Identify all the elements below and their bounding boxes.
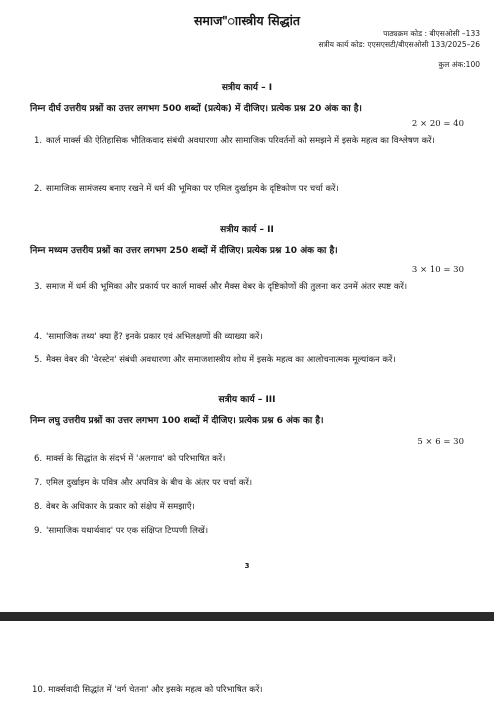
question-number: 3. bbox=[34, 282, 43, 292]
section-marks: 5 × 6 = 30 bbox=[417, 437, 464, 447]
assignment-code: सत्रीय कार्य कोड: एएसएसटी/बीएसओसी 133/2025–26 bbox=[318, 40, 480, 49]
course-code: पाठ्यक्रम कोड : बीएसओसी –133 bbox=[383, 29, 480, 38]
question-number: 1. bbox=[34, 136, 43, 146]
section-heading: सत्रीय कार्य – I bbox=[221, 83, 273, 93]
question-text: सामाजिक सामंजस्य बनाए रखने में धर्म की भूमिका पर एमिल दुर्खाइम के दृष्टिकोण पर चर्चा करें। bbox=[46, 184, 339, 194]
question-number: 6. bbox=[34, 454, 43, 464]
question-number: 9. bbox=[34, 526, 43, 536]
total-marks: कुल अंक:100 bbox=[438, 60, 480, 69]
question-item bbox=[32, 684, 482, 695]
question-text: मैक्स वेबर की 'वेरस्टेन' संबंधी अवधारणा और समाजशास्त्रीय शोध में इसके महत्व का आलोचनात्मक मूल्यांकन करें। bbox=[46, 355, 396, 365]
question-number: 4. bbox=[34, 332, 43, 342]
question-text: वेबर के अधिकार के प्रकार को संक्षेप में समझाएँ। bbox=[46, 502, 195, 512]
question-text: मार्क्सवादी सिद्धांत में 'वर्ग चेतना' और इसके महत्व को परिभाषित करें। bbox=[48, 685, 263, 695]
page-break-divider bbox=[0, 612, 494, 621]
question-item bbox=[34, 276, 474, 298]
question-item bbox=[34, 448, 474, 470]
question-text: कार्ल मार्क्स की ऐतिहासिक भौतिकवाद संबंधी अवधारणा और सामाजिक परिवर्तनों को समझने में इसके महत्व का विश्लेषण करें। bbox=[46, 136, 435, 146]
question-text: समाज में धर्म की भूमिका और प्रकार्य पर कार्ल मार्क्स और मैक्स वेबर के दृष्टिकोणों की तुलना कर उनमें अंतर स्पष्ट करें। bbox=[46, 282, 408, 292]
section-instruction: निम्न लघु उत्तरीय प्रश्नों का उत्तर लगभग 100 शब्दों में दीजिए। प्रत्येक प्रश्न 6 अंक का है। bbox=[30, 416, 324, 426]
question-text: 'सामाजिक तथ्य' क्या हैं? इनके प्रकार एवं अभिलक्षणों की व्याख्या करें। bbox=[46, 332, 263, 342]
question-number: 7. bbox=[34, 478, 43, 488]
question-item bbox=[34, 472, 474, 494]
document-title: समाज"ाास्त्रीय सिद्धांत bbox=[193, 13, 301, 28]
question-number: 5. bbox=[34, 355, 43, 365]
question-item bbox=[34, 326, 474, 348]
question-text: मार्क्स के सिद्धांत के संदर्भ में 'अलगाव' को परिभाषित करें। bbox=[46, 454, 226, 464]
section-marks: 3 × 10 = 30 bbox=[411, 265, 464, 275]
question-text: 'सामाजिक यथार्थवाद' पर एक संक्षिप्त टिप्पणी लिखें। bbox=[46, 526, 209, 536]
question-item bbox=[34, 130, 474, 152]
question-number: 8. bbox=[34, 502, 43, 512]
section-marks: 2 × 20 = 40 bbox=[411, 119, 464, 129]
section-instruction: निम्न मध्यम उत्तरीय प्रश्नों का उत्तर लगभग 250 शब्दों में दीजिए। प्रत्येक प्रश्न 10 अंक का है। bbox=[30, 246, 338, 256]
section-heading: सत्रीय कार्य – II bbox=[220, 225, 274, 235]
page-number: 3 bbox=[244, 562, 250, 570]
question-number: 10. bbox=[32, 685, 46, 695]
question-item bbox=[34, 349, 474, 371]
question-item bbox=[34, 520, 474, 542]
section-heading: सत्रीय कार्य – III bbox=[218, 395, 276, 405]
section-instruction: निम्न दीर्घ उत्तरीय प्रश्नों का उत्तर लगभग 500 शब्दों (प्रत्येक) में दीजिए। प्रत्येक प्रश्न 20 अंक का है। bbox=[30, 104, 362, 114]
question-number: 2. bbox=[34, 184, 43, 194]
question-item bbox=[34, 178, 474, 200]
question-text: एमिल दुर्खाइम के पवित्र और अपवित्र के बीच के अंतर पर चर्चा करें। bbox=[46, 478, 253, 488]
question-item bbox=[34, 496, 474, 518]
